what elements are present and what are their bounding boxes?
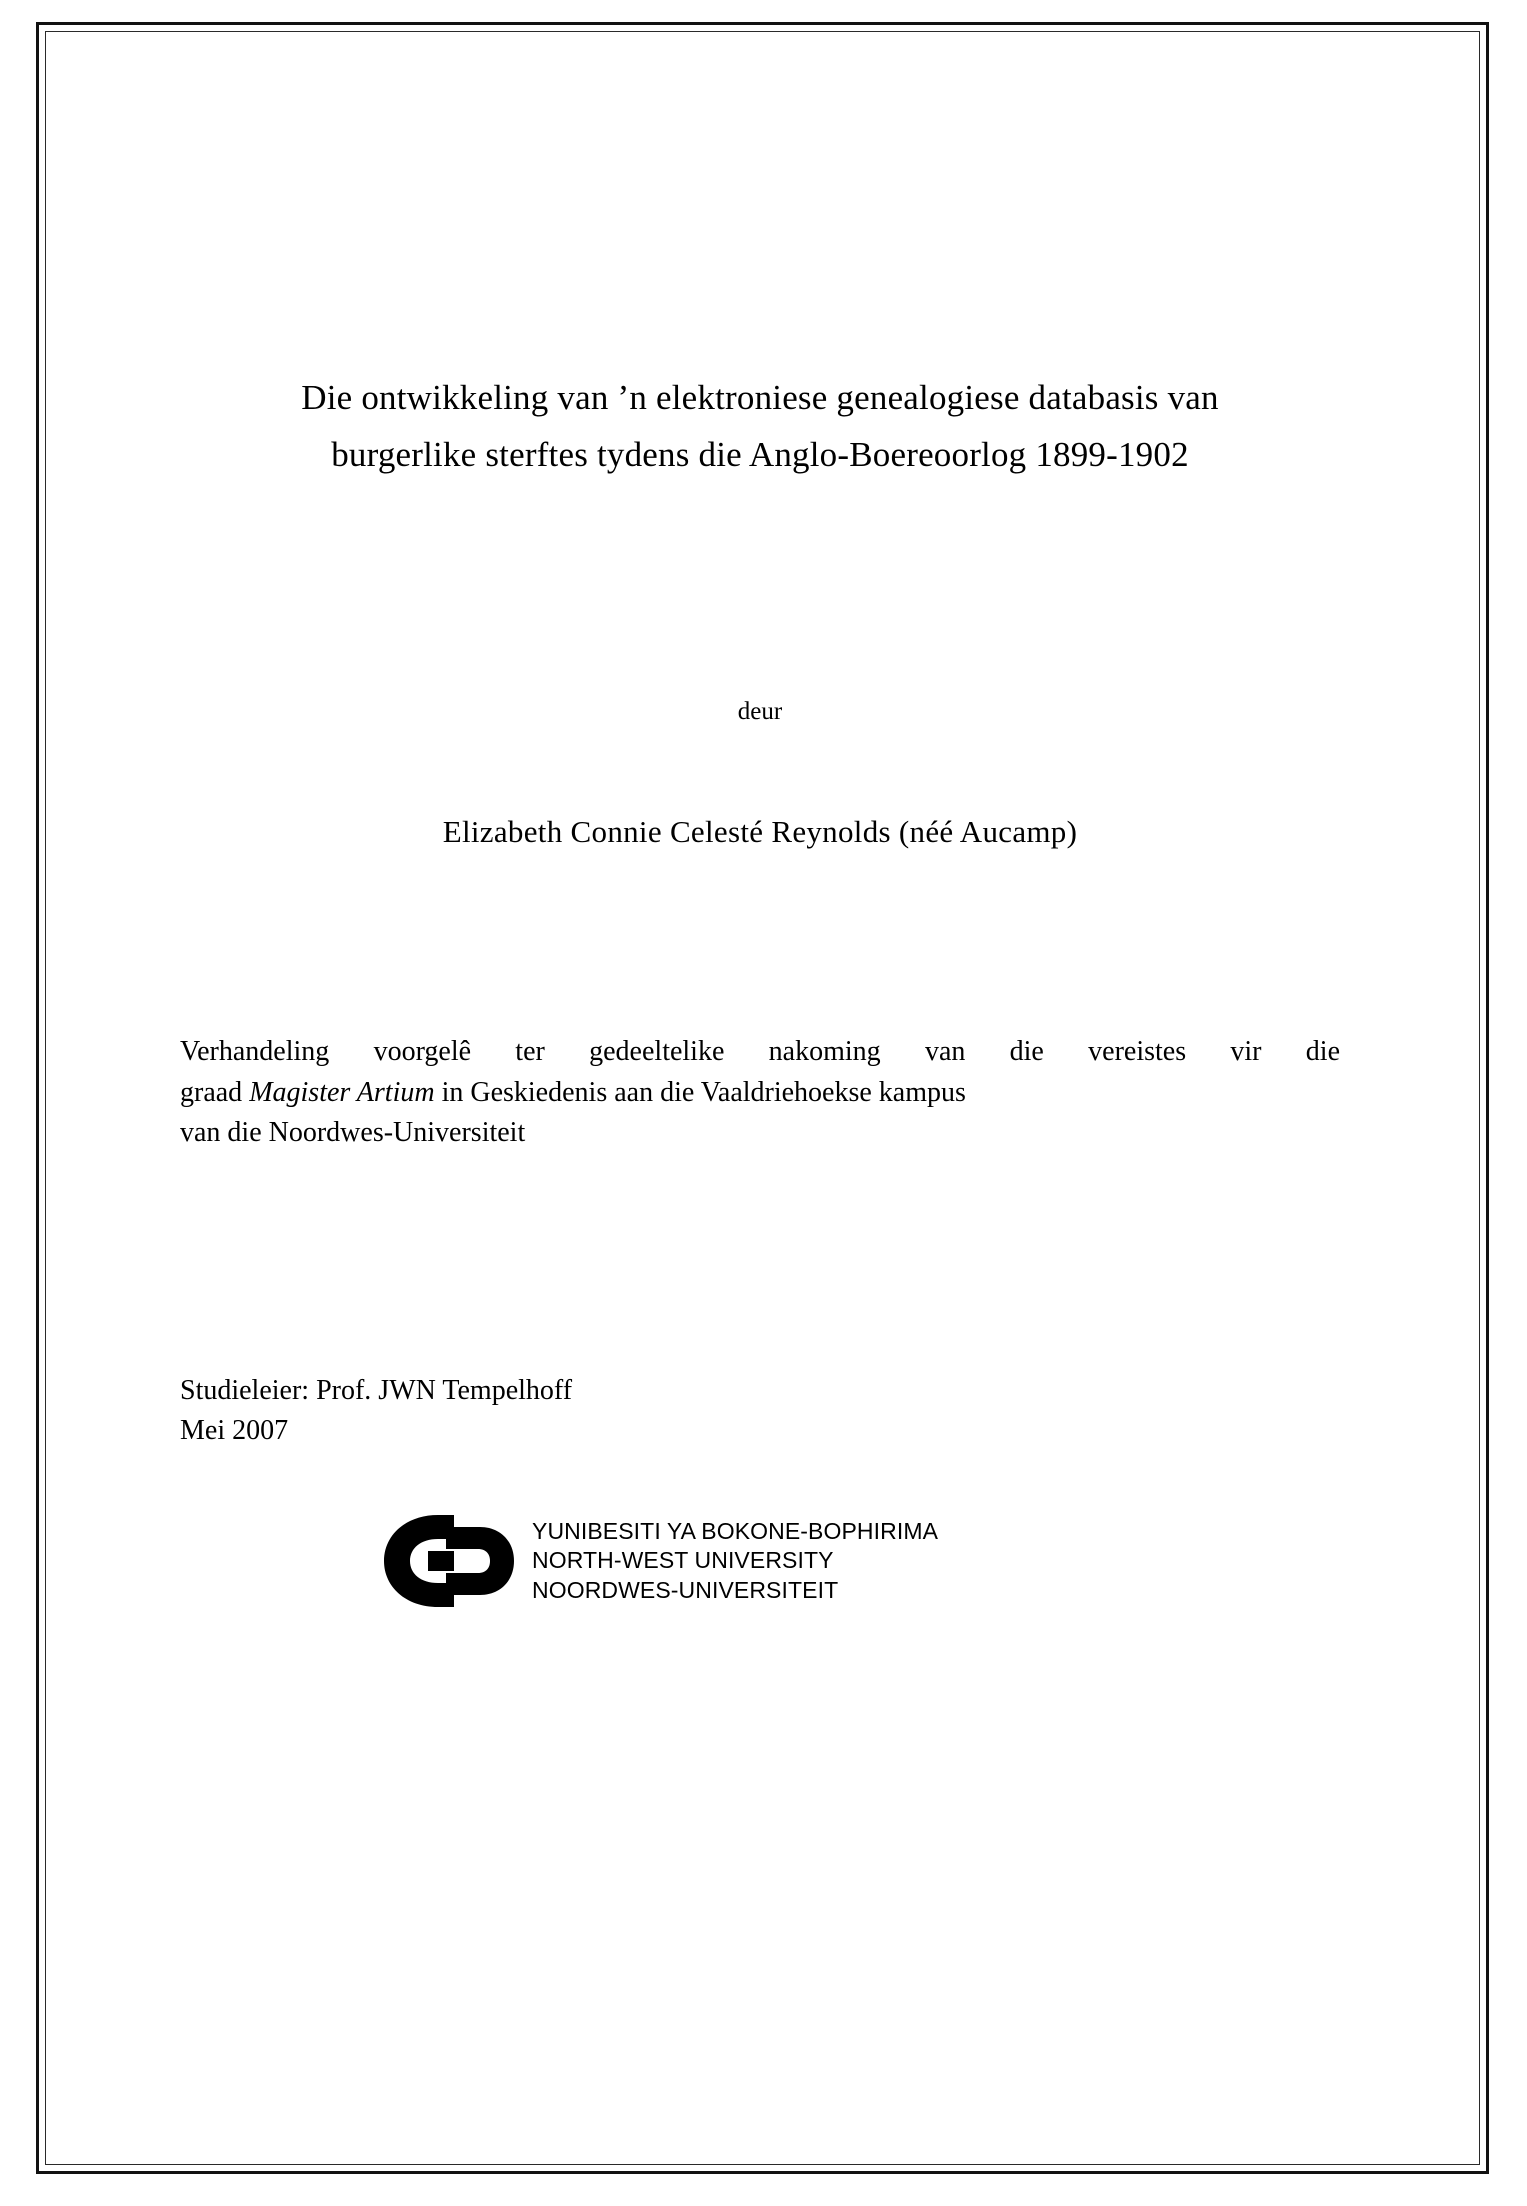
logo-text-block [532,1517,938,1605]
title-line-1: Die ontwikkeling van ’n elektroniese genealogiese databasis van [301,378,1219,417]
author-name: Elizabeth Connie Celesté Reynolds (néé Aucamp) [442,814,1078,850]
logo-text-line-2: NORTH-WEST UNIVERSITY [532,1547,834,1574]
submission-line-2 [180,1073,1340,1113]
logo-text-line-3: NOORDWES-UNIVERSITEIT [532,1576,839,1603]
supervisor-block [180,1371,1340,1451]
submission-line-2-pre: graad [180,1076,250,1108]
logo-text-line-1: YUNIBESITI YA BOKONE-BOPHIRIMA [532,1517,939,1544]
submission-statement [180,1032,1340,1153]
nwu-logo-icon [376,1509,526,1613]
page-title [180,370,1340,483]
by-label: deur [737,698,783,726]
date-line: Mei 2007 [180,1415,289,1447]
title-page-content [180,60,1340,1613]
title-line-2: burgerlike sterftes tydens die Anglo-Boereoorlog 1899-1902 [331,434,1189,474]
degree-name: Magister Artium [249,1076,435,1108]
submission-line-1: Verhandeling voorgelê ter gedeeltelike nakoming van die vereistes vir die [180,1036,1340,1068]
university-logo [376,1509,1340,1613]
submission-line-3: van die Noordwes-Universiteit [180,1117,526,1148]
supervisor-line: Studieleier: Prof. JWN Tempelhoff [180,1375,573,1407]
submission-line-2-post: in Geskiedenis aan die Vaaldriehoekse kampus [434,1076,966,1108]
